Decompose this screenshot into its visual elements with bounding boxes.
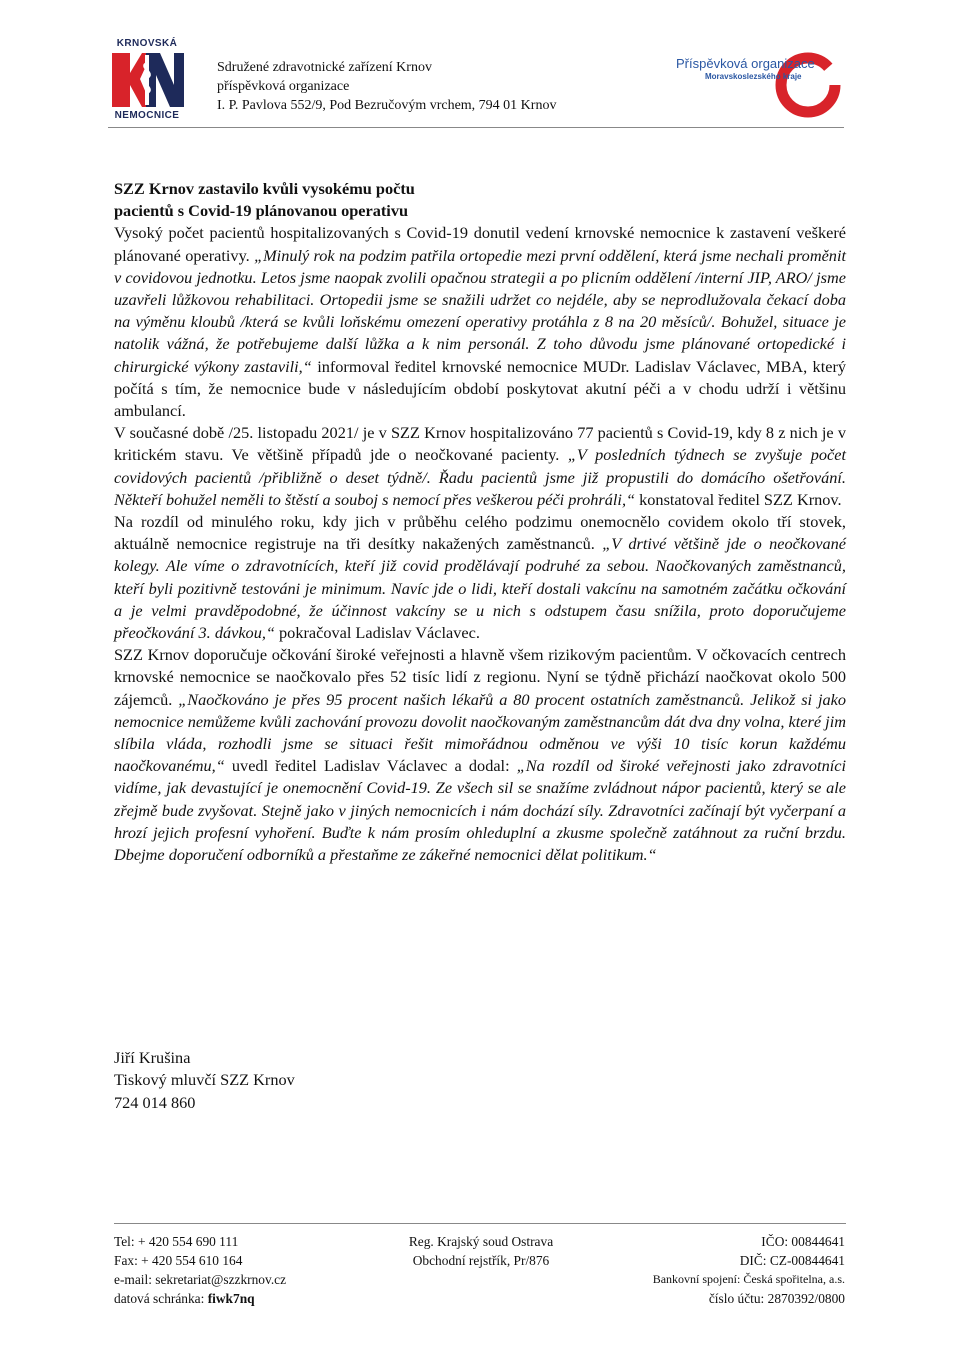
footer-tel: Tel: + 420 554 690 111: [114, 1234, 239, 1249]
footer-registry: [394, 1232, 568, 1270]
org-type: příspěvková organizace: [217, 79, 350, 94]
footer-email: e-mail: sekretariat@szzkrnov.cz: [114, 1272, 287, 1287]
p1-quote: „Minulý rok na podzim patřila ortopedie mezi první oddělení, která jsme nechali proměnit v covidovou jednotku. Letos jsme naopak zvolili opačnou strategii a po plicním oddělení /interní JIP, ARO/ jsme uzavřeli lůžkovou rehabilitaci. Ortopedii jsme se snažili udržet co nejdéle, aby se neprodlužovala čekací doba na výměnu kloubů /která se kvůli loňskému omezení operativy protáhla z 8 na 20 měsíců/. Bohužel, situace je natolik vážná, že potřebujeme další lůžka a k nim personál. Z toho důvodu jsme plánované ortopedické i chirurgické výkony zastavili,“: [114, 245, 846, 376]
paragraph-3: [114, 511, 846, 644]
press-release-body: [114, 178, 846, 866]
p4-attribution: uvedl ředitel Ladislav Václavec a dodal:: [224, 756, 517, 776]
logo-top-text: KRNOVSKÁ: [116, 38, 178, 49]
article-title: [114, 178, 846, 222]
footer-divider: [114, 1223, 846, 1224]
footer-data-box: [114, 1289, 286, 1308]
krnov-hospital-logo: [108, 38, 186, 122]
footer-bank: Bankovní spojení: Česká spořitelna, a.s.: [652, 1272, 845, 1286]
p4-text: SZZ Krnov doporučuje očkování široké veřejnosti a hlavně všem rizikovým pacientům. V očkovacích centrech krnovské nemocnice se naočkovalo přes 52 tisíc lidí z regionu. Nyní se týdně přichází naočkovat okolo 500 zájemců.: [114, 645, 846, 709]
p3-quote: „V drtivé většině jde o neočkované kolegy. Ale víme o zdravotnících, kteří již covid prodělávají podruhé za sebou. Naočkovaných zaměstnanců, kteří byli pozitivně testováni je minimum. Navíc jde o lidi, kteří dostali vakcínu na samotném začátku očkování a je velmi pravděpodobné, že účinnost vakcíny se u nich s odstupem času snížila, proto doporučujeme přeočkování 3. dávkou,“: [114, 534, 847, 643]
data-box-label: datová schránka:: [114, 1291, 208, 1306]
title-line-1: SZZ Krnov zastavilo kvůli vysokému počtu: [114, 179, 415, 198]
p2-text: V současné době /25. listopadu 2021/ je v SZZ Krnov hospitalizováno 77 pacientů s Covid-19, kdy 8 z nich je v kritickém stavu. Ve většině případů jde o neočkované pacienty.: [114, 423, 846, 465]
p1-attribution: informoval ředitel krnovské nemocnice MUDr. Ladislav Václavec, MBA, který počítá s tím, že nemocnice bude v následujícím období poskytovat akutní péči a v chodu udrží i většinu ambulancí.: [114, 356, 847, 421]
signature-phone: 724 014 860: [114, 1092, 196, 1112]
footer-ico: IČO: 00844641: [761, 1234, 845, 1249]
paragraph-1: [114, 222, 846, 422]
p2-attribution: konstatoval ředitel SZZ Krnov.: [635, 489, 842, 509]
footer-fax: Fax: + 420 554 610 164: [114, 1253, 243, 1268]
p4-quote-2: „Na rozdíl od široké veřejnosti jako zdravotníci vidíme, jak devastující je onemocnění Covid-19. Ze všech sil se snažíme zvládnout nápor pacientů, který se ale zřejmě bude zvyšovat. Stejně jako v jiných nemocnicích i nám dochází síly. Zdravotníci začínají být vyčerpaní a hrozí jejich profesní vyhoření. Buďte k nám prosím ohleduplní a zkusme společně zatáhnout za ruční brzdu. Dbejme doporučení odborníků a přestaňme ze zákeřné nemocnici dělat politikum.“: [114, 756, 846, 865]
footer-contacts: [114, 1232, 286, 1308]
p3-text: Na rozdíl od minulého roku, kdy jich v průběhu celého podzimu onemocnělo covidem okolo tří stovek, aktuálně nemocnice registruje na tři desítky nakažených zaměstnanců.: [114, 512, 846, 554]
logo-right-line2: Moravskoslezského kraje: [705, 72, 802, 81]
signature-name: Jiří Krušina: [114, 1048, 191, 1067]
paragraph-4: [114, 644, 846, 866]
logo-bottom-text: NEMOCNICE: [114, 110, 180, 121]
signature-role: Tiskový mluvčí SZZ Krnov: [114, 1070, 295, 1090]
data-box-value: fiwk7nq: [207, 1291, 255, 1306]
p1-text: Vysoký počet pacientů hospitalizovaných s Covid-19 donutil vedení krnovské nemocnice k zastavení veškeré plánované operativy.: [114, 223, 846, 265]
p3-attribution: pokračoval Ladislav Václavec.: [274, 623, 480, 643]
header-divider: [108, 127, 844, 128]
footer-dic: DIČ: CZ-00844641: [739, 1253, 845, 1268]
kn-logo-icon: [108, 51, 186, 109]
p4-quote-1: „Naočkováno je přes 95 procent našich lékařů a 80 procent ostatních zaměstnanců. Jelikož si jako nemocnice nemůžeme kvůli zachování provozu dovolit naočkovaným zaměstnancům dát dva dny volna, které jim slíbila vláda, rozhodli jsme se situaci řešit mimořádnou odměnou ve výši 10 tisíc korun každému naočkovanému,“: [114, 689, 846, 776]
organization-info: [217, 58, 556, 115]
footer-ids: [653, 1232, 845, 1308]
footer-register: Obchodní rejstřík, Pr/876: [412, 1253, 550, 1268]
footer-account: číslo účtu: 2870392/0800: [708, 1291, 845, 1306]
logo-right-line1: Příspěvková organizace: [676, 56, 815, 71]
org-address: I. P. Pavlova 552/9, Pod Bezručovým vrchem, 794 01 Krnov: [217, 98, 557, 113]
signature-block: [114, 1047, 295, 1114]
p2-quote: „V posledních týdnech se zvyšuje počet covidových pacientů /přibližně o deset týdně/. Řadu pacientů jsme již propustili do domácího ošetřování. Někteří bohužel neměli to štěstí a souboj s nemocí přes veškerou péči prohráli,“: [114, 445, 847, 509]
org-name: Sdružené zdravotnické zařízení Krnov: [217, 60, 432, 75]
paragraph-2: [114, 422, 846, 511]
footer-court: Reg. Krajský soud Ostrava: [408, 1234, 554, 1249]
title-line-2: pacientů s Covid-19 plánovanou operativu: [114, 201, 409, 221]
msk-region-logo: [672, 48, 844, 122]
